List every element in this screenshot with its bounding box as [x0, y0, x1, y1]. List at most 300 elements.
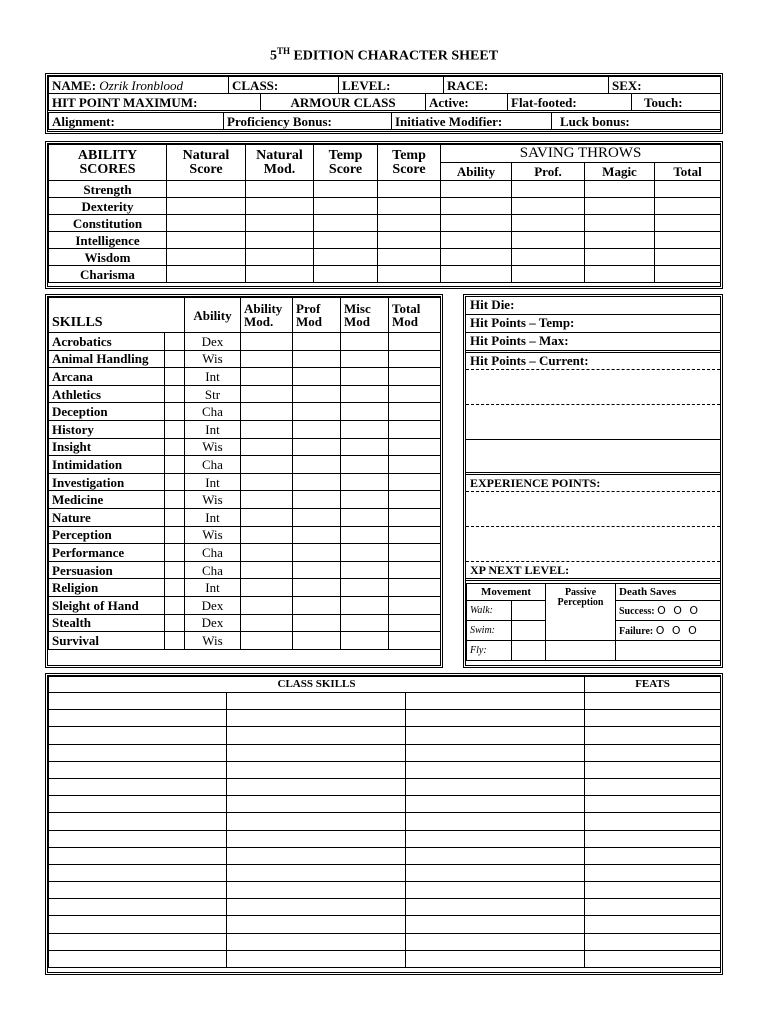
class-skill-cell[interactable] — [227, 847, 406, 864]
skill-mod-cell[interactable] — [389, 508, 441, 526]
armour-class-label: ARMOUR CLASS — [261, 94, 426, 111]
cell[interactable] — [314, 249, 378, 266]
cell[interactable] — [167, 266, 246, 283]
class-skill-cell[interactable] — [406, 882, 585, 899]
skill-mod-cell[interactable] — [293, 438, 341, 456]
class-skill-cell[interactable] — [49, 899, 227, 916]
death-saves-failure[interactable]: Failure: O O O — [616, 621, 721, 641]
class-skill-cell[interactable] — [49, 710, 227, 727]
ability-name: Charisma — [49, 266, 167, 283]
skill-mod-cell[interactable] — [293, 491, 341, 509]
class-skills-table — [48, 676, 721, 968]
skill-mod-cell[interactable] — [293, 596, 341, 614]
cell[interactable] — [167, 232, 246, 249]
cell[interactable] — [441, 232, 512, 249]
class-skill-cell[interactable] — [227, 710, 406, 727]
skill-mod-cell[interactable] — [241, 385, 293, 403]
class-skill-cell[interactable] — [49, 830, 227, 847]
cell[interactable] — [441, 266, 512, 283]
cell[interactable] — [441, 249, 512, 266]
skill-mod-cell[interactable] — [293, 632, 341, 650]
skill-ability: Wis — [185, 632, 241, 650]
fly-label: Fly: — [467, 641, 512, 661]
xp-line[interactable] — [466, 527, 720, 562]
cell[interactable] — [246, 198, 314, 215]
status-panel — [466, 297, 720, 581]
xp-next-level-field[interactable]: XP NEXT LEVEL: — [466, 562, 720, 581]
ability-row — [49, 181, 441, 198]
class-skill-cell[interactable] — [227, 796, 406, 813]
cell[interactable] — [655, 181, 721, 198]
skill-mod-cell[interactable] — [341, 385, 389, 403]
cell[interactable] — [246, 215, 314, 232]
feat-cell[interactable] — [585, 830, 721, 847]
skill-name: Animal Handling — [49, 350, 165, 368]
skill-mod-cell[interactable] — [241, 456, 293, 474]
skill-mod-cell[interactable] — [241, 491, 293, 509]
character-info-row3 — [48, 112, 721, 130]
class-skill-cell[interactable] — [227, 744, 406, 761]
cell[interactable] — [314, 215, 378, 232]
skill-ability: Wis — [185, 491, 241, 509]
skill-row — [49, 420, 441, 438]
skill-ability: Cha — [185, 544, 241, 562]
alignment-field[interactable]: Alignment: — [49, 113, 224, 130]
hit-die-field[interactable]: Hit Die: — [466, 297, 720, 315]
feat-cell[interactable] — [585, 899, 721, 916]
walk-field[interactable] — [512, 601, 546, 621]
cell[interactable] — [655, 232, 721, 249]
skill-mod-cell[interactable] — [241, 420, 293, 438]
experience-points-field[interactable]: EXPERIENCE POINTS: — [466, 475, 720, 492]
xp-line[interactable] — [466, 492, 720, 527]
class-skill-cell[interactable] — [406, 710, 585, 727]
class-skill-cell[interactable] — [227, 813, 406, 830]
skill-mod-cell[interactable] — [389, 438, 441, 456]
class-skill-cell[interactable] — [227, 899, 406, 916]
cell[interactable] — [512, 181, 585, 198]
cell[interactable] — [655, 266, 721, 283]
skill-proficiency-checkbox[interactable] — [165, 456, 185, 474]
feat-cell[interactable] — [585, 761, 721, 778]
sex-field[interactable]: SEX: — [609, 77, 721, 94]
skill-total-mod-header: Total Mod — [389, 298, 441, 333]
skill-proficiency-checkbox[interactable] — [165, 420, 185, 438]
skill-ability: Cha — [185, 456, 241, 474]
class-skill-cell[interactable] — [227, 882, 406, 899]
cell[interactable] — [585, 249, 655, 266]
skill-mod-cell[interactable] — [241, 614, 293, 632]
cell[interactable] — [314, 266, 378, 283]
cell[interactable] — [655, 249, 721, 266]
skill-mod-cell[interactable] — [241, 632, 293, 650]
passive-perception-field[interactable] — [546, 641, 616, 661]
skill-mod-cell[interactable] — [241, 596, 293, 614]
class-skill-cell[interactable] — [406, 864, 585, 881]
class-skill-cell[interactable] — [227, 727, 406, 744]
skill-mod-cell[interactable] — [389, 596, 441, 614]
saving-throws-header: SAVING THROWS — [441, 145, 721, 163]
skill-mod-cell[interactable] — [293, 456, 341, 474]
hp-maximum-field[interactable]: HIT POINT MAXIMUM: — [49, 94, 261, 111]
skill-mod-cell[interactable] — [341, 420, 389, 438]
class-skill-cell[interactable] — [227, 950, 406, 967]
skill-mod-cell[interactable] — [341, 596, 389, 614]
class-skill-cell[interactable] — [227, 933, 406, 950]
skill-name: Medicine — [49, 491, 165, 509]
class-skill-cell[interactable] — [406, 761, 585, 778]
class-skill-cell[interactable] — [406, 727, 585, 744]
cell[interactable] — [314, 181, 378, 198]
skill-mod-cell[interactable] — [293, 333, 341, 351]
skill-name: Survival — [49, 632, 165, 650]
cell[interactable] — [246, 181, 314, 198]
class-skill-cell[interactable] — [49, 796, 227, 813]
skill-mod-cell[interactable] — [293, 579, 341, 597]
movement-table — [466, 583, 721, 661]
cell[interactable] — [512, 232, 585, 249]
st-row — [441, 266, 721, 283]
skill-proficiency-checkbox[interactable] — [165, 350, 185, 368]
class-skill-cell[interactable] — [227, 778, 406, 795]
skill-mod-cell[interactable] — [293, 403, 341, 421]
walk-label: Walk: — [467, 601, 512, 621]
name-field[interactable]: NAME: Ozrik Ironblood — [49, 77, 229, 94]
st-row — [441, 215, 721, 232]
skill-mod-cell[interactable] — [389, 403, 441, 421]
cell[interactable] — [246, 232, 314, 249]
st-prof-header: Prof. — [512, 163, 585, 181]
skill-row — [49, 350, 441, 368]
cell[interactable] — [378, 198, 441, 215]
class-skill-cell[interactable] — [49, 727, 227, 744]
ac-active-field[interactable]: Active: — [426, 94, 508, 111]
cell[interactable] — [314, 198, 378, 215]
skill-ability-header: Ability — [185, 298, 241, 333]
feat-cell[interactable] — [585, 882, 721, 899]
feat-cell[interactable] — [585, 796, 721, 813]
cell[interactable] — [585, 215, 655, 232]
skill-row — [49, 333, 441, 351]
cell[interactable] — [441, 198, 512, 215]
feat-cell[interactable] — [585, 693, 721, 710]
skill-mod-cell[interactable] — [341, 473, 389, 491]
class-skills-row — [49, 710, 721, 727]
class-skill-cell[interactable] — [49, 950, 227, 967]
cell[interactable] — [167, 198, 246, 215]
class-skill-cell[interactable] — [227, 830, 406, 847]
class-skills-row — [49, 830, 721, 847]
cell[interactable] — [585, 198, 655, 215]
skill-mod-cell[interactable] — [341, 438, 389, 456]
skill-ability: Dex — [185, 596, 241, 614]
class-skill-cell[interactable] — [406, 916, 585, 933]
feat-cell[interactable] — [585, 744, 721, 761]
skill-mod-cell[interactable] — [293, 385, 341, 403]
skill-proficiency-checkbox[interactable] — [165, 596, 185, 614]
race-field[interactable]: RACE: — [444, 77, 609, 94]
skill-mod-cell[interactable] — [389, 544, 441, 562]
skill-proficiency-checkbox[interactable] — [165, 632, 185, 650]
skill-mod-cell[interactable] — [341, 544, 389, 562]
hp-max-field[interactable]: Hit Points – Max: — [466, 333, 720, 353]
natural-mod-header: Natural Mod. — [246, 145, 314, 181]
death-saves-success[interactable]: Success: O O O — [616, 601, 721, 621]
feat-cell[interactable] — [585, 710, 721, 727]
skill-proficiency-checkbox[interactable] — [165, 333, 185, 351]
cell[interactable] — [378, 232, 441, 249]
skill-name: History — [49, 420, 165, 438]
skill-proficiency-checkbox[interactable] — [165, 403, 185, 421]
feat-cell[interactable] — [585, 864, 721, 881]
natural-score-header: Natural Score — [167, 145, 246, 181]
skill-proficiency-checkbox[interactable] — [165, 385, 185, 403]
cell[interactable] — [167, 181, 246, 198]
cell[interactable] — [512, 215, 585, 232]
skill-mod-cell[interactable] — [389, 632, 441, 650]
cell[interactable] — [655, 198, 721, 215]
class-skills-row — [49, 899, 721, 916]
class-skill-cell[interactable] — [406, 950, 585, 967]
ability-row — [49, 266, 441, 283]
saving-throws-table — [440, 144, 721, 283]
skill-mod-cell[interactable] — [241, 544, 293, 562]
cell[interactable] — [585, 232, 655, 249]
cell[interactable] — [585, 266, 655, 283]
cell[interactable] — [378, 181, 441, 198]
skill-ability: Dex — [185, 333, 241, 351]
skill-proficiency-checkbox[interactable] — [165, 526, 185, 544]
skill-mod-cell[interactable] — [293, 508, 341, 526]
skill-mod-cell[interactable] — [389, 526, 441, 544]
feat-cell[interactable] — [585, 727, 721, 744]
skill-mod-cell[interactable] — [293, 614, 341, 632]
class-skills-row — [49, 693, 721, 710]
class-skill-cell[interactable] — [49, 693, 227, 710]
hp-current-line[interactable] — [466, 370, 720, 405]
character-info-row2 — [48, 93, 721, 111]
cell[interactable] — [378, 266, 441, 283]
feat-cell[interactable] — [585, 847, 721, 864]
skill-mod-cell[interactable] — [341, 491, 389, 509]
skill-row — [49, 544, 441, 562]
cell[interactable] — [441, 181, 512, 198]
class-skill-cell[interactable] — [406, 813, 585, 830]
swim-label: Swim: — [467, 621, 512, 641]
class-skill-cell[interactable] — [406, 847, 585, 864]
skill-mod-cell[interactable] — [389, 579, 441, 597]
skill-mod-cell[interactable] — [241, 333, 293, 351]
skill-mod-cell[interactable] — [341, 579, 389, 597]
skill-mod-cell[interactable] — [389, 473, 441, 491]
cell[interactable] — [441, 215, 512, 232]
class-skill-cell[interactable] — [406, 693, 585, 710]
ac-touch-field[interactable]: Touch: — [632, 94, 721, 111]
cell[interactable] — [246, 249, 314, 266]
skill-mod-cell[interactable] — [341, 614, 389, 632]
cell[interactable] — [314, 232, 378, 249]
skill-ability: Cha — [185, 403, 241, 421]
class-skill-cell[interactable] — [227, 693, 406, 710]
ability-scores-table — [48, 144, 441, 283]
skill-mod-cell[interactable] — [389, 350, 441, 368]
skill-mod-cell[interactable] — [293, 473, 341, 491]
skill-mod-cell[interactable] — [341, 456, 389, 474]
skill-mod-cell[interactable] — [389, 491, 441, 509]
skill-proficiency-checkbox[interactable] — [165, 544, 185, 562]
class-skill-cell[interactable] — [406, 778, 585, 795]
swim-field[interactable] — [512, 621, 546, 641]
cell[interactable] — [512, 198, 585, 215]
death-saves-header: Death Saves — [616, 584, 721, 601]
level-field[interactable]: LEVEL: — [339, 77, 444, 94]
feat-cell[interactable] — [585, 778, 721, 795]
skill-mod-cell[interactable] — [241, 579, 293, 597]
ability-row — [49, 198, 441, 215]
ac-flat-footed-field[interactable]: Flat-footed: — [508, 94, 632, 111]
cell[interactable] — [585, 181, 655, 198]
skill-proficiency-checkbox[interactable] — [165, 614, 185, 632]
skill-mod-cell[interactable] — [341, 368, 389, 386]
st-row — [441, 249, 721, 266]
skill-proficiency-checkbox[interactable] — [165, 368, 185, 386]
skill-mod-cell[interactable] — [341, 632, 389, 650]
st-row — [441, 181, 721, 198]
skill-name: Deception — [49, 403, 165, 421]
cell[interactable] — [655, 215, 721, 232]
skill-mod-cell[interactable] — [389, 333, 441, 351]
skill-mod-cell[interactable] — [241, 561, 293, 579]
class-skill-cell[interactable] — [49, 916, 227, 933]
failure-circles[interactable]: O O O — [655, 623, 699, 637]
cell[interactable] — [512, 266, 585, 283]
skill-proficiency-checkbox[interactable] — [165, 508, 185, 526]
skill-proficiency-checkbox[interactable] — [165, 473, 185, 491]
class-skills-header: CLASS SKILLS — [49, 677, 585, 693]
st-row — [441, 232, 721, 249]
proficiency-bonus-field[interactable]: Proficiency Bonus: — [224, 113, 392, 130]
skill-mod-cell[interactable] — [389, 561, 441, 579]
skill-name: Acrobatics — [49, 333, 165, 351]
skill-mod-cell[interactable] — [293, 368, 341, 386]
cell[interactable] — [167, 249, 246, 266]
skill-row — [49, 596, 441, 614]
skill-proficiency-checkbox[interactable] — [165, 438, 185, 456]
skill-mod-cell[interactable] — [241, 473, 293, 491]
skill-mod-cell[interactable] — [389, 456, 441, 474]
class-skill-cell[interactable] — [49, 778, 227, 795]
skill-ability: Int — [185, 579, 241, 597]
feat-cell[interactable] — [585, 933, 721, 950]
st-total-header: Total — [655, 163, 721, 181]
ability-name: Strength — [49, 181, 167, 198]
hp-current-line[interactable] — [466, 440, 720, 475]
hp-temp-field[interactable]: Hit Points – Temp: — [466, 315, 720, 333]
skill-mod-cell[interactable] — [341, 333, 389, 351]
skill-mod-cell[interactable] — [241, 368, 293, 386]
skill-mod-cell[interactable] — [293, 350, 341, 368]
class-skills-row — [49, 950, 721, 967]
skill-proficiency-checkbox[interactable] — [165, 491, 185, 509]
class-skill-cell[interactable] — [227, 761, 406, 778]
class-skills-row — [49, 847, 721, 864]
skill-mod-cell[interactable] — [241, 350, 293, 368]
class-skills-row — [49, 813, 721, 830]
class-skill-cell[interactable] — [49, 864, 227, 881]
skill-mod-cell[interactable] — [241, 438, 293, 456]
hp-current-field[interactable]: Hit Points – Current: — [466, 353, 720, 370]
skill-name: Performance — [49, 544, 165, 562]
class-skill-cell[interactable] — [406, 796, 585, 813]
class-skill-cell[interactable] — [49, 847, 227, 864]
class-skill-cell[interactable] — [49, 933, 227, 950]
skill-mod-cell[interactable] — [293, 526, 341, 544]
death-saves-blank — [616, 641, 721, 661]
class-skill-cell[interactable] — [406, 899, 585, 916]
skill-mod-cell[interactable] — [341, 350, 389, 368]
class-skill-cell[interactable] — [406, 830, 585, 847]
skill-proficiency-checkbox[interactable] — [165, 561, 185, 579]
skill-proficiency-checkbox[interactable] — [165, 579, 185, 597]
skill-mod-cell[interactable] — [341, 561, 389, 579]
skill-name: Perception — [49, 526, 165, 544]
skill-mod-cell[interactable] — [341, 403, 389, 421]
cell[interactable] — [378, 249, 441, 266]
skill-name: Athletics — [49, 385, 165, 403]
feat-cell[interactable] — [585, 916, 721, 933]
fly-field[interactable] — [512, 641, 546, 661]
class-skill-cell[interactable] — [406, 744, 585, 761]
class-skill-cell[interactable] — [49, 761, 227, 778]
class-skill-cell[interactable] — [49, 882, 227, 899]
skill-ability: Int — [185, 508, 241, 526]
class-skill-cell[interactable] — [227, 916, 406, 933]
initiative-modifier-field[interactable]: Initiative Modifier: — [392, 113, 552, 130]
skill-row — [49, 473, 441, 491]
skill-mod-cell[interactable] — [389, 368, 441, 386]
skill-mod-cell[interactable] — [389, 420, 441, 438]
feat-cell[interactable] — [585, 950, 721, 967]
skill-mod-cell[interactable] — [293, 544, 341, 562]
skill-mod-cell[interactable] — [293, 561, 341, 579]
class-field[interactable]: CLASS: — [229, 77, 339, 94]
class-skill-cell[interactable] — [227, 864, 406, 881]
class-skill-cell[interactable] — [406, 933, 585, 950]
cell[interactable] — [246, 266, 314, 283]
skill-mod-cell[interactable] — [341, 526, 389, 544]
cell[interactable] — [512, 249, 585, 266]
cell[interactable] — [378, 215, 441, 232]
feat-cell[interactable] — [585, 813, 721, 830]
success-circles[interactable]: O O O — [657, 603, 701, 617]
skill-mod-cell[interactable] — [293, 420, 341, 438]
class-skill-cell[interactable] — [49, 813, 227, 830]
skill-mod-cell[interactable] — [241, 403, 293, 421]
skill-mod-cell[interactable] — [389, 385, 441, 403]
skill-mod-cell[interactable] — [241, 526, 293, 544]
cell[interactable] — [167, 215, 246, 232]
luck-bonus-field[interactable]: Luck bonus: — [552, 113, 721, 130]
hp-current-line[interactable] — [466, 405, 720, 440]
skill-row — [49, 385, 441, 403]
class-skill-cell[interactable] — [49, 744, 227, 761]
ability-scores-header: ABILITY SCORES — [49, 145, 167, 181]
skill-mod-cell[interactable] — [341, 508, 389, 526]
ability-row — [49, 232, 441, 249]
skill-mod-cell[interactable] — [389, 614, 441, 632]
st-ability-header: Ability — [441, 163, 512, 181]
skill-mod-cell[interactable] — [241, 508, 293, 526]
